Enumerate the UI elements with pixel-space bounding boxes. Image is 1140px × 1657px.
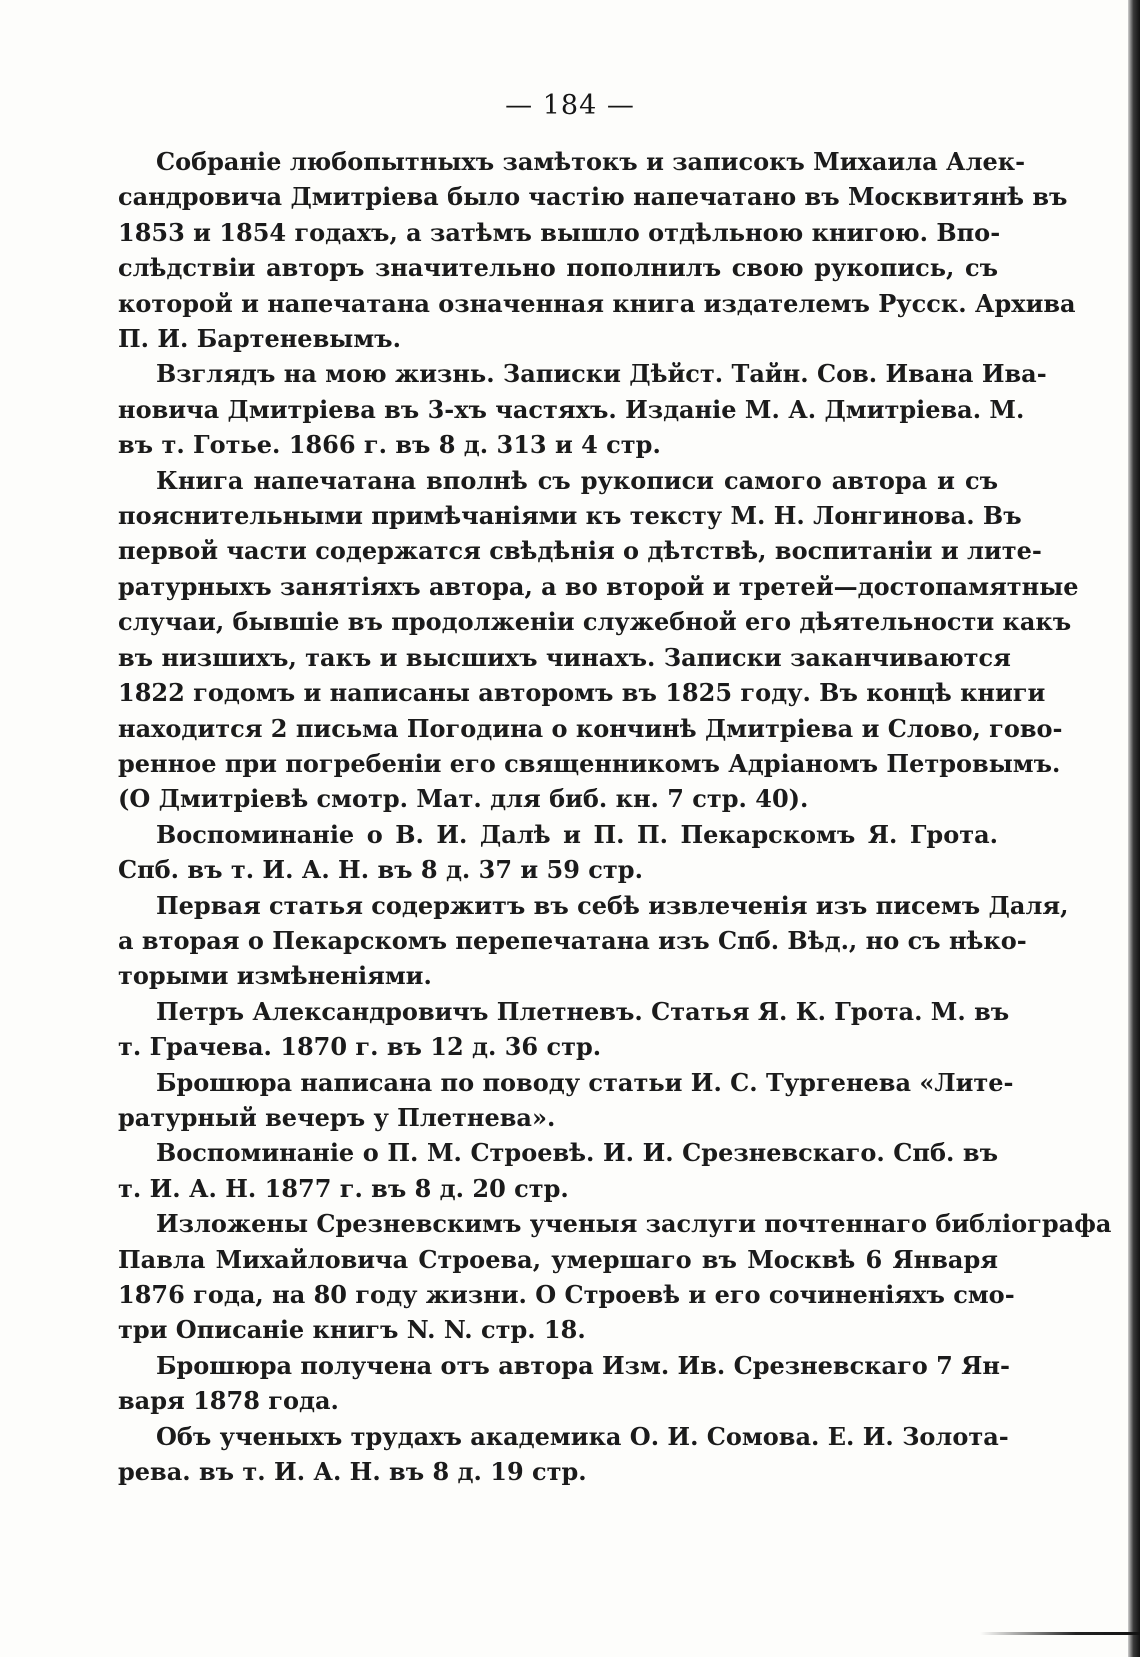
text-line: сандровича Дмитріева было частію напечатано въ Москвитянѣ въ [118,182,1068,212]
entry-title-line: Петръ Александровичъ Плетневъ. Статья Я. К. Грота. М. въ [156,996,1010,1026]
text-line: три Описаніе книгъ N. N. стр. 18. [118,1315,586,1345]
text-line: а вторая о Пекарскомъ перепечатана изъ Спб. Вѣд., но съ нѣко- [118,925,1027,955]
text-line: торыми измѣненіями. [118,961,432,991]
text-line: Первая статья содержитъ въ себѣ извлеченія изъ писемъ Даля, [156,890,1069,920]
text-line: Изложены Срезневскимъ ученыя заслуги почтеннаго библіографа [156,1209,1112,1239]
text-line: слѣдствіи авторъ значительно пополнилъ свою рукопись, съ [118,253,998,283]
page-edge-shadow [1128,0,1140,1657]
text-line: Книга напечатана вполнѣ съ рукописи самого автора и съ [156,465,998,495]
text-line: Спб. въ т. И. А. Н. въ 8 д. 37 и 59 стр. [118,855,643,885]
text-line: 1876 года, на 80 году жизни. О Строевѣ и его сочиненіяхъ смо- [118,1280,1015,1309]
text-line: П. И. Бартеневымъ. [118,324,401,354]
page-number: — 184 — [505,90,635,121]
text-line: рева. въ т. И. А. Н. въ 8 д. 19 стр. [118,1457,587,1487]
text-line: варя 1878 года. [118,1386,339,1416]
entry-title-line: Воспоминаніе о П. М. Строевѣ. И. И. Срезневскаго. Спб. въ [156,1138,998,1168]
entry-title-line: Взглядъ на мою жизнь. Записки Дѣйст. Тайн. Сов. Ивана Ива- [156,359,1047,389]
text-line: находится 2 письма Погодина о кончинѣ Дмитріева и Слово, гово- [118,713,1063,743]
text-line: Павла Михайловича Строева, умершаго въ Москвѣ 6 Января [118,1244,998,1274]
entry-title-line: Объ ученыхъ трудахъ академика О. И. Сомова. Е. И. Золота- [156,1421,1009,1451]
text-line: новича Дмитріева въ 3-хъ частяхъ. Изданіе М. А. Дмитріева. М. [118,394,1025,424]
text-line: (О Дмитріевѣ смотр. Мат. для биб. кн. 7 стр. 40). [118,784,809,814]
body-text [118,144,1112,1489]
text-line: ренное при погребеніи его священникомъ Адріаномъ Петровымъ. [118,748,1061,778]
text-line: пояснительными примѣчаніями къ тексту М. Н. Лонгинова. Въ [118,501,1022,531]
text-line: первой части содержатся свѣдѣнія о дѣтствѣ, воспитаніи и лите- [118,536,1042,566]
text-line: ратурный вечеръ у Плетнева». [118,1102,556,1132]
text-line: 1853 и 1854 годахъ, а затѣмъ вышло отдѣльною книгою. Впо- [118,217,1001,247]
text-line: Брошюра написана по поводу статьи И. С. Тургенева «Лите- [156,1067,1014,1097]
text-line: т. Грачева. 1870 г. въ 12 д. 36 стр. [118,1032,602,1062]
text-line: т. И. А. Н. 1877 г. въ 8 д. 20 стр. [118,1173,569,1203]
text-line: ратурныхъ занятіяхъ автора, а во второй и третей—достопамятные [118,571,1079,601]
text-line: въ т. Готье. 1866 г. въ 8 д. 313 и 4 стр. [118,430,661,460]
text-line: въ низшихъ, такъ и высшихъ чинахъ. Записки заканчиваются [118,642,1011,672]
text-line: случаи, бывшіе въ продолженіи служебной его дѣятельности какъ [118,607,1072,637]
text-line: Брошюра получена отъ автора Изм. Ив. Срезневскаго 7 Ян- [156,1350,1010,1380]
page-edge-mark [980,1632,1140,1635]
text-line: 1822 годомъ и написаны авторомъ въ 1825 году. Въ концѣ книги [118,678,1046,708]
entry-title-line: Воспоминаніе о В. И. Далѣ и П. П. Пекарскомъ Я. Грота. [156,819,998,849]
text-line: которой и напечатана означенная книга издателемъ Русск. Архива [118,288,1076,318]
text-line: Собраніе любопытныхъ замѣтокъ и записокъ Михаила Алек- [156,147,1026,176]
